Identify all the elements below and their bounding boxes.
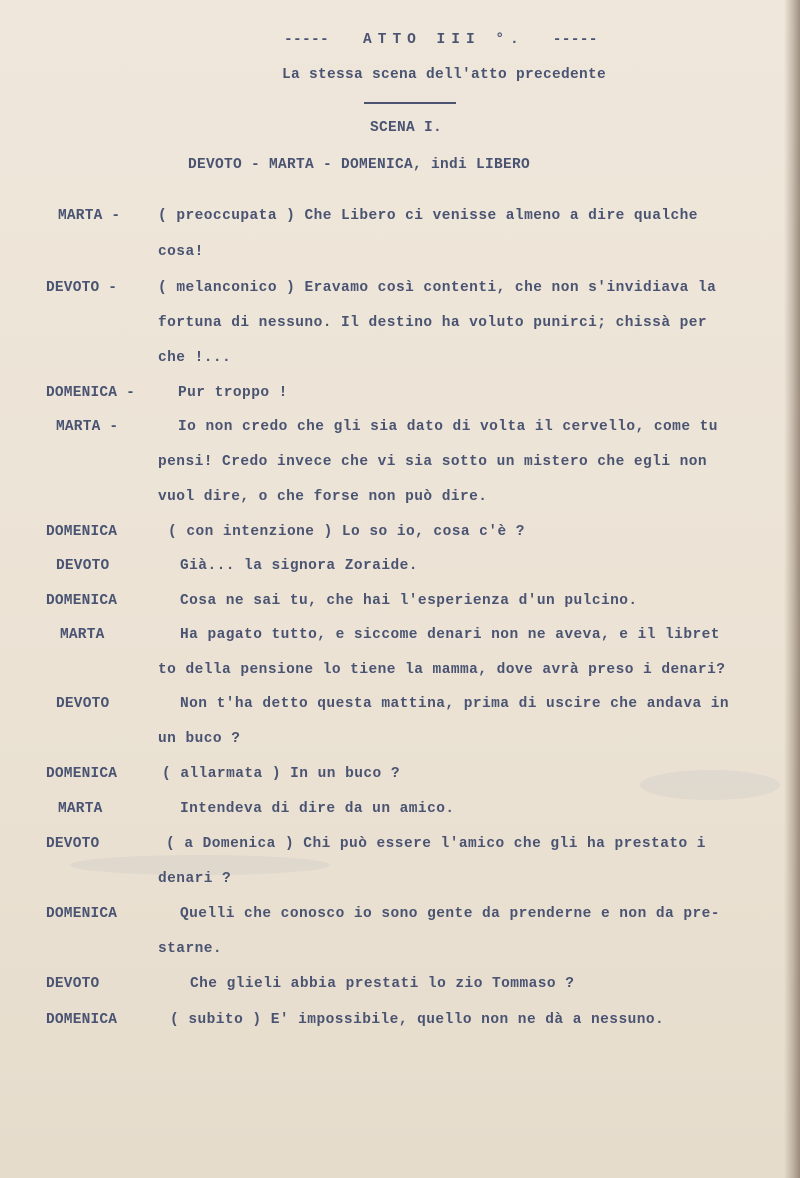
dialogue-line: Già... la signora Zoraide. [180,558,418,574]
dialogue-line: Non t'ha detto questa mattina, prima di uscire che andava in [180,696,730,712]
speaker-name: DEVOTO [46,836,100,852]
dialogue-line: ( allarmata ) In un buco ? [162,766,400,782]
stage-direction: melanconico [176,280,277,296]
dash-decoration: ----- [552,32,598,48]
dialogue-line: ( a Domenica ) Chi può essere l'amico che gli ha prestato i [166,836,706,852]
speaker-name: DOMENICA - [46,385,136,401]
speaker-name: DEVOTO [56,558,110,574]
speaker-name: DOMENICA [46,1012,118,1028]
dialogue-line: denari ? [158,871,232,887]
stage-direction: a Domenica [184,836,276,852]
speaker-name: MARTA - [58,208,121,224]
dialogue-line: Cosa ne sai tu, che hai l'esperienza d'un pulcino. [180,593,638,609]
stage-direction: allarmata [180,766,263,782]
act-heading [284,32,598,48]
stage-direction: preoccupata [176,208,277,224]
dialogue-line: cosa! [158,244,204,260]
stage-direction: con intenzione [186,524,315,540]
speaker-name: DOMENICA [46,524,118,540]
speaker-name: DOMENICA [46,593,118,609]
dialogue-line: vuol dire, o che forse non può dire. [158,489,488,505]
dialogue-line: Pur troppo ! [178,385,288,401]
ink-smudge [640,770,780,800]
act-title: ATTO III °. [363,32,525,48]
dash-decoration: ----- [284,32,330,48]
dialogue-line: Ha pagato tutto, e siccome denari non ne aveva, e il libret [180,627,720,643]
speaker-name: DEVOTO [56,696,110,712]
divider-rule [364,102,456,104]
speaker-name: MARTA - [56,419,119,435]
dialogue-line: fortuna di nessuno. Il destino ha voluto punirci; chissà per [158,315,708,331]
speaker-name: DOMENICA [46,766,118,782]
speaker-name: DEVOTO [46,976,100,992]
speaker-name: DOMENICA [46,906,118,922]
page-edge-shadow [784,0,800,1178]
dialogue-line: Intendeva di dire da un amico. [180,801,455,817]
dialogue-line: Io non credo che gli sia dato di volta il cervello, come tu [178,419,718,435]
speaker-name: DEVOTO - [46,280,118,296]
setting-line: La stessa scena dell'atto precedente [282,67,607,83]
dialogue-line: un buco ? [158,731,241,747]
speaker-name: MARTA [60,627,105,643]
dialogue-line: to della pensione lo tiene la mamma, dove avrà preso i denari? [158,662,726,678]
dialogue-line: che !... [158,350,232,366]
dialogue-line: ( subito ) E' impossibile, quello non ne dà a nessuno. [170,1012,665,1028]
dialogue-line: Quelli che conosco io sono gente da prenderne e non da pre- [180,906,720,922]
dialogue-line: ( con intenzione ) Lo so io, cosa c'è ? [168,524,525,540]
dialogue-line: pensi! Credo invece che vi sia sotto un mistero che egli non [158,454,708,470]
dialogue-line: ( melanconico ) Eravamo così contenti, che non s'invidiava la [158,280,717,296]
dialogue-line: ( preoccupata ) Che Libero ci venisse almeno a dire qualche [158,208,698,224]
speaker-name: MARTA [58,801,103,817]
scene-heading: SCENA I. [370,120,443,136]
characters-line: DEVOTO - MARTA - DOMENICA, indi LIBERO [188,157,531,173]
stage-direction: subito [188,1012,244,1028]
dialogue-line: Che glieli abbia prestati lo zio Tommaso ? [190,976,575,992]
dialogue-line: starne. [158,941,223,957]
